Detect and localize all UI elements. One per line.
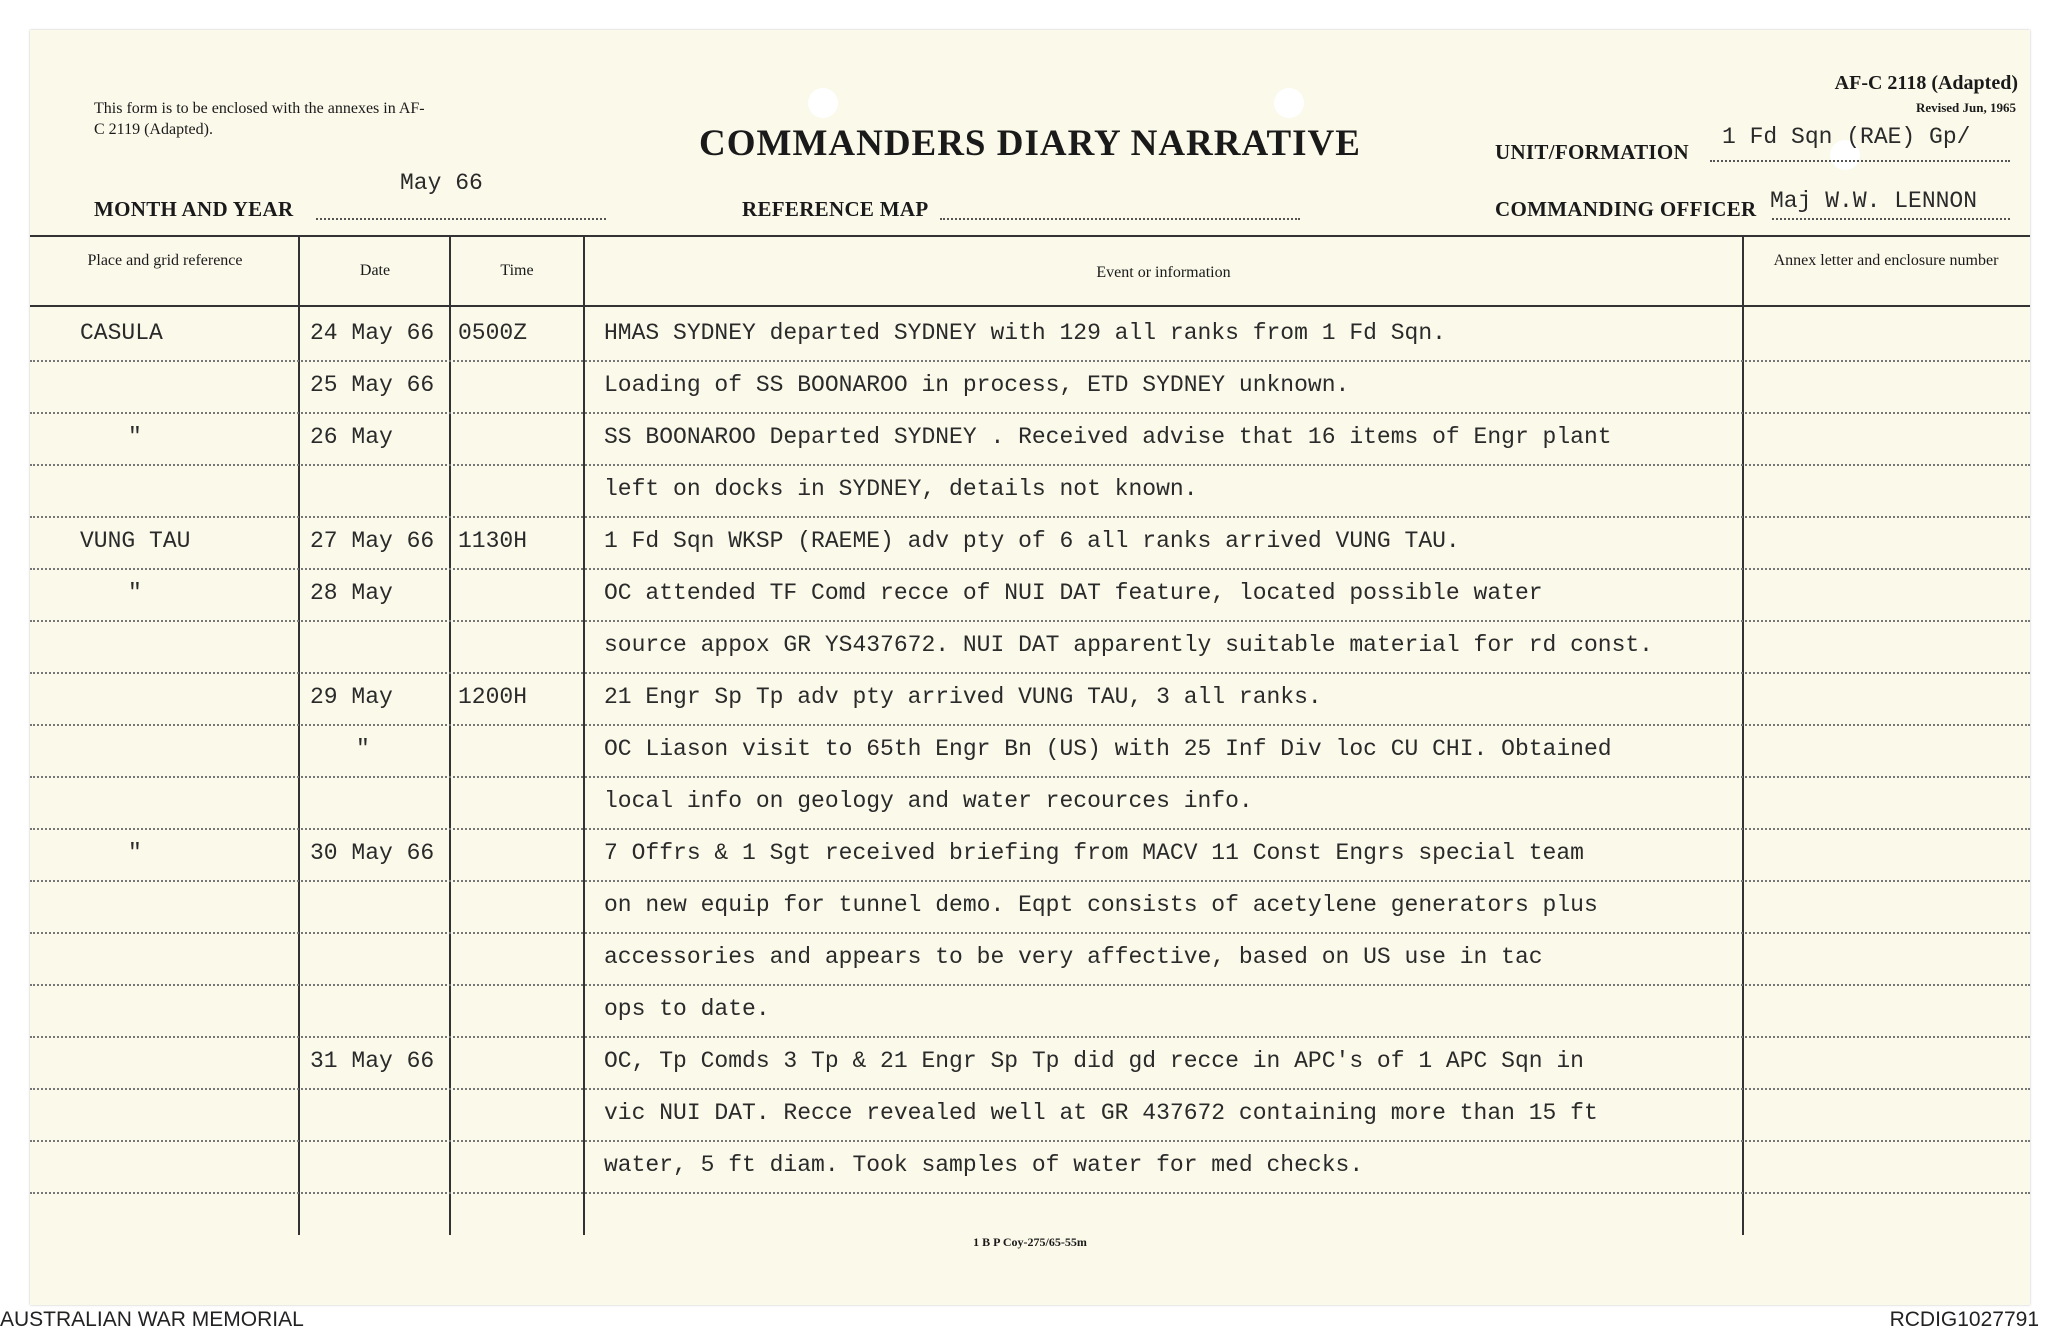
row-rule (30, 1192, 2030, 1194)
form-number: AF-C 2118 (Adapted) (1834, 72, 2018, 94)
row-event: source appox GR YS437672. NUI DAT apparently suitable material for rd const. (604, 632, 1653, 658)
commanding-officer-label: COMMANDING OFFICER (1495, 197, 1757, 221)
row-time: 1200H (458, 684, 528, 710)
row-rule (30, 932, 2030, 934)
row-date: 27 May 66 (310, 528, 435, 554)
row-date: 26 May (310, 424, 393, 450)
row-date: 24 May 66 (310, 320, 435, 346)
row-event: Loading of SS BOONAROO in process, ETD SYDNEY unknown. (604, 372, 1350, 398)
row-event: water, 5 ft diam. Took samples of water for med checks. (604, 1152, 1364, 1178)
row-date: 31 May 66 (310, 1048, 435, 1074)
row-event: HMAS SYDNEY departed SYDNEY with 129 all ranks from 1 Fd Sqn. (604, 320, 1446, 346)
row-rule (30, 828, 2030, 830)
unit-formation-label: UNIT/FORMATION (1495, 140, 1689, 164)
row-rule (30, 984, 2030, 986)
row-rule (30, 1036, 2030, 1038)
diary-form-sheet (30, 30, 2030, 1305)
column-divider (583, 235, 585, 1235)
row-event: SS BOONAROO Departed SYDNEY . Received advise that 16 items of Engr plant (604, 424, 1612, 450)
column-header-annex: Annex letter and enclosure number (1773, 252, 1999, 269)
row-time: 1130H (458, 528, 528, 554)
column-header-place: Place and grid reference (87, 252, 243, 269)
row-place: " (128, 840, 142, 866)
row-rule (30, 568, 2030, 570)
row-event: OC attended TF Comd recce of NUI DAT feature, located possible water (604, 580, 1543, 606)
row-date: 30 May 66 (310, 840, 435, 866)
row-date: 29 May (310, 684, 393, 710)
table-top-border (30, 235, 2030, 237)
archive-credit: AUSTRALIAN WAR MEMORIAL (0, 1308, 304, 1331)
commanding-officer-value: Maj W.W. LENNON (1770, 188, 1978, 214)
archive-reference-id: RCDIG1027791 (1889, 1308, 2039, 1331)
column-header-event: Event or information (1096, 264, 1231, 281)
column-divider (298, 235, 300, 1235)
row-rule (30, 412, 2030, 414)
form-revision-date: Revised Jun, 1965 (1915, 100, 2016, 115)
row-event: OC Liason visit to 65th Engr Bn (US) with 25 Inf Div loc CU CHI. Obtained (604, 736, 1612, 762)
row-event: on new equip for tunnel demo. Eqpt consists of acetylene generators plus (604, 892, 1598, 918)
column-header-time: Time (500, 262, 534, 279)
row-event: accessories and appears to be very affective, based on US use in tac (604, 944, 1543, 970)
row-event: OC, Tp Comds 3 Tp & 21 Engr Sp Tp did gd recce in APC's of 1 APC Sqn in (604, 1048, 1584, 1074)
row-event: ops to date. (604, 996, 770, 1022)
row-place: " (128, 424, 142, 450)
row-rule (30, 464, 2030, 466)
row-date: 28 May (310, 580, 393, 606)
row-event: local info on geology and water recources info. (604, 788, 1253, 814)
row-event: vic NUI DAT. Recce revealed well at GR 437672 containing more than 15 ft (604, 1100, 1598, 1126)
month-year-line (316, 218, 606, 220)
month-year-value: May 66 (400, 170, 483, 196)
row-date: 25 May 66 (310, 372, 435, 398)
punch-hole (1274, 88, 1304, 118)
row-event: left on docks in SYDNEY, details not known. (604, 476, 1198, 502)
commanding-officer-line (1772, 218, 2010, 220)
row-rule (30, 776, 2030, 778)
column-header-date: Date (359, 262, 391, 279)
form-instruction-note: This form is to be enclosed with the annexes in AF-C 2119 (Adapted). (94, 100, 425, 138)
form-title: COMMANDERS DIARY NARRATIVE (699, 123, 1361, 164)
printer-imprint: 1 B P Coy-275/65-55m (973, 1235, 1087, 1249)
column-divider (449, 235, 451, 1235)
row-rule (30, 672, 2030, 674)
row-date: " (356, 736, 370, 762)
row-rule (30, 724, 2030, 726)
reference-map-line (940, 218, 1300, 220)
unit-formation-line (1710, 160, 2010, 162)
month-year-label: MONTH AND YEAR (94, 197, 294, 221)
row-rule (30, 516, 2030, 518)
row-event: 1 Fd Sqn WKSP (RAEME) adv pty of 6 all ranks arrived VUNG TAU. (604, 528, 1460, 554)
row-event: 7 Offrs & 1 Sgt received briefing from MACV 11 Const Engrs special team (604, 840, 1584, 866)
row-time: 0500Z (458, 320, 528, 346)
row-rule (30, 360, 2030, 362)
row-place: VUNG TAU (80, 528, 191, 554)
row-rule (30, 620, 2030, 622)
row-rule (30, 1140, 2030, 1142)
unit-formation-value: 1 Fd Sqn (RAE) Gp/ (1722, 124, 1971, 150)
row-event: 21 Engr Sp Tp adv pty arrived VUNG TAU, 3 all ranks. (604, 684, 1322, 710)
row-rule (30, 880, 2030, 882)
row-place: " (128, 580, 142, 606)
punch-hole (808, 88, 838, 118)
row-rule (30, 1088, 2030, 1090)
row-place: CASULA (80, 320, 163, 346)
table-header-border (30, 305, 2030, 307)
column-divider (1742, 235, 1744, 1235)
reference-map-label: REFERENCE MAP (742, 197, 929, 221)
